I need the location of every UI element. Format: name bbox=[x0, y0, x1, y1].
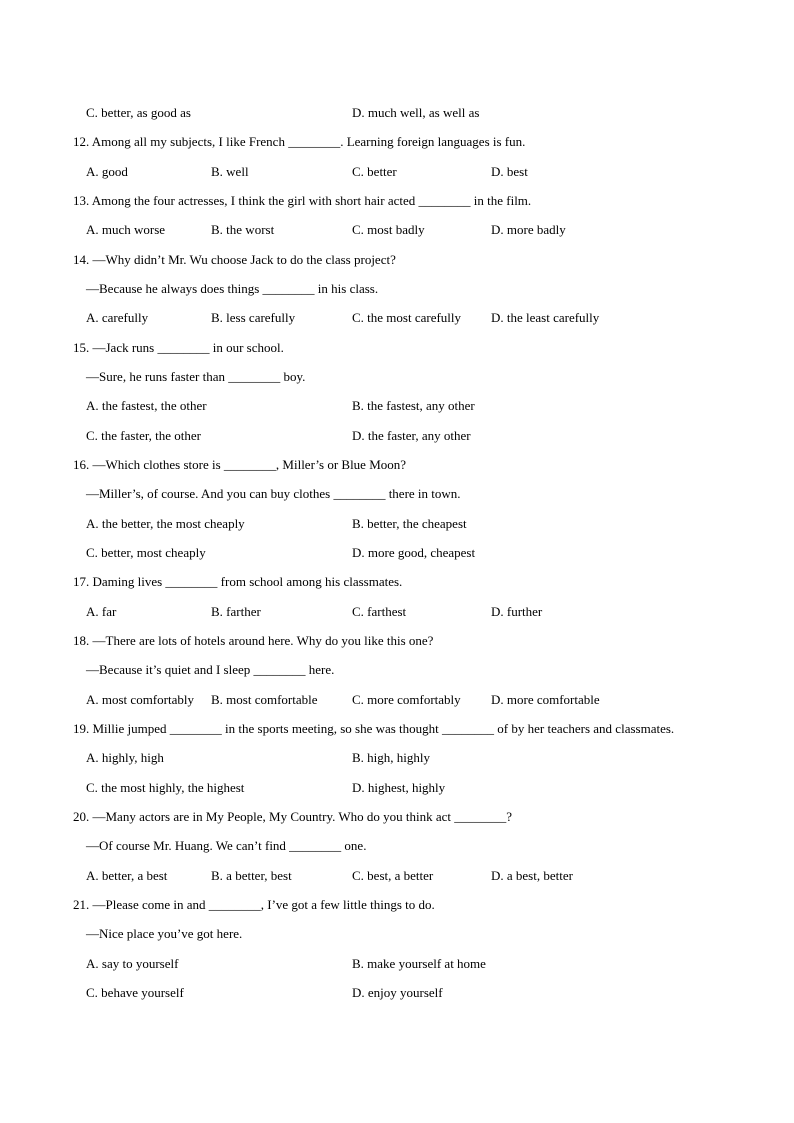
q15-option-a: A. the fastest, the other bbox=[86, 398, 207, 413]
q21-option-d: D. enjoy yourself bbox=[352, 985, 443, 1000]
question-19-stem: 19. Millie jumped ________ in the sports meeting, so she was thought ________ of by her teachers and classmates. bbox=[73, 721, 675, 736]
q14-option-b: B. less carefully bbox=[211, 310, 296, 325]
q13-option-c: C. most badly bbox=[352, 222, 425, 237]
q20-option-c: C. best, a better bbox=[352, 868, 434, 883]
question-12-stem: 12. Among all my subjects, I like French ________. Learning foreign languages is fun. bbox=[73, 134, 526, 149]
q19-option-b: B. high, highly bbox=[352, 750, 431, 765]
q19-option-c: C. the most highly, the highest bbox=[86, 780, 245, 795]
q20-option-b: B. a better, best bbox=[211, 868, 292, 883]
q13-option-b: B. the worst bbox=[211, 222, 275, 237]
q15-option-d: D. the faster, any other bbox=[352, 428, 471, 443]
q17-option-b: B. farther bbox=[211, 604, 261, 619]
question-16-response: —Miller’s, of course. And you can buy clothes ________ there in town. bbox=[86, 486, 461, 501]
q17-option-c: C. farthest bbox=[352, 604, 407, 619]
question-21-stem: 21. —Please come in and ________, I’ve got a few little things to do. bbox=[73, 897, 435, 912]
q12-option-c: C. better bbox=[352, 164, 397, 179]
question-13-stem: 13. Among the four actresses, I think the girl with short hair acted ________ in the film. bbox=[73, 193, 532, 208]
q16-option-a: A. the better, the most cheaply bbox=[86, 516, 245, 531]
q15-option-c: C. the faster, the other bbox=[86, 428, 201, 443]
q13-option-a: A. much worse bbox=[86, 222, 166, 237]
question-14-response: —Because he always does things ________ in his class. bbox=[86, 281, 379, 296]
question-16-stem: 16. —Which clothes store is ________, Miller’s or Blue Moon? bbox=[73, 457, 407, 472]
q19-option-d: D. highest, highly bbox=[352, 780, 446, 795]
q21-option-b: B. make yourself at home bbox=[352, 956, 486, 971]
q14-option-c: C. the most carefully bbox=[352, 310, 462, 325]
q18-option-c: C. more comfortably bbox=[352, 692, 461, 707]
q13-option-d: D. more badly bbox=[491, 222, 566, 237]
q12-option-b: B. well bbox=[211, 164, 249, 179]
option-c: C. better, as good as bbox=[86, 105, 191, 120]
q18-option-a: A. most comfortably bbox=[86, 692, 194, 707]
question-17-stem: 17. Daming lives ________ from school among his classmates. bbox=[73, 574, 403, 589]
question-20-response: —Of course Mr. Huang. We can’t find ________ one. bbox=[86, 838, 367, 853]
q18-option-d: D. more comfortable bbox=[491, 692, 600, 707]
q18-option-b: B. most comfortable bbox=[211, 692, 318, 707]
option-d: D. much well, as well as bbox=[352, 105, 480, 120]
q20-option-d: D. a best, better bbox=[491, 868, 573, 883]
q17-option-a: A. far bbox=[86, 604, 117, 619]
question-15-response: —Sure, he runs faster than ________ boy. bbox=[86, 369, 306, 384]
question-18-response: —Because it’s quiet and I sleep ________ here. bbox=[86, 662, 335, 677]
q19-option-a: A. highly, high bbox=[86, 750, 164, 765]
q21-option-c: C. behave yourself bbox=[86, 985, 184, 1000]
q14-option-d: D. the least carefully bbox=[491, 310, 600, 325]
question-15-stem: 15. —Jack runs ________ in our school. bbox=[73, 340, 284, 355]
q21-option-a: A. say to yourself bbox=[86, 956, 179, 971]
q16-option-b: B. better, the cheapest bbox=[352, 516, 467, 531]
question-21-response: —Nice place you’ve got here. bbox=[86, 926, 243, 941]
q12-option-d: D. best bbox=[491, 164, 528, 179]
q15-option-b: B. the fastest, any other bbox=[352, 398, 475, 413]
q14-option-a: A. carefully bbox=[86, 310, 149, 325]
q20-option-a: A. better, a best bbox=[86, 868, 168, 883]
question-20-stem: 20. —Many actors are in My People, My Country. Who do you think act ________? bbox=[73, 809, 513, 824]
question-14-stem: 14. —Why didn’t Mr. Wu choose Jack to do the class project? bbox=[73, 252, 396, 267]
question-18-stem: 18. —There are lots of hotels around here. Why do you like this one? bbox=[73, 633, 434, 648]
q16-option-c: C. better, most cheaply bbox=[86, 545, 206, 560]
q17-option-d: D. further bbox=[491, 604, 543, 619]
q12-option-a: A. good bbox=[86, 164, 128, 179]
q16-option-d: D. more good, cheapest bbox=[352, 545, 476, 560]
